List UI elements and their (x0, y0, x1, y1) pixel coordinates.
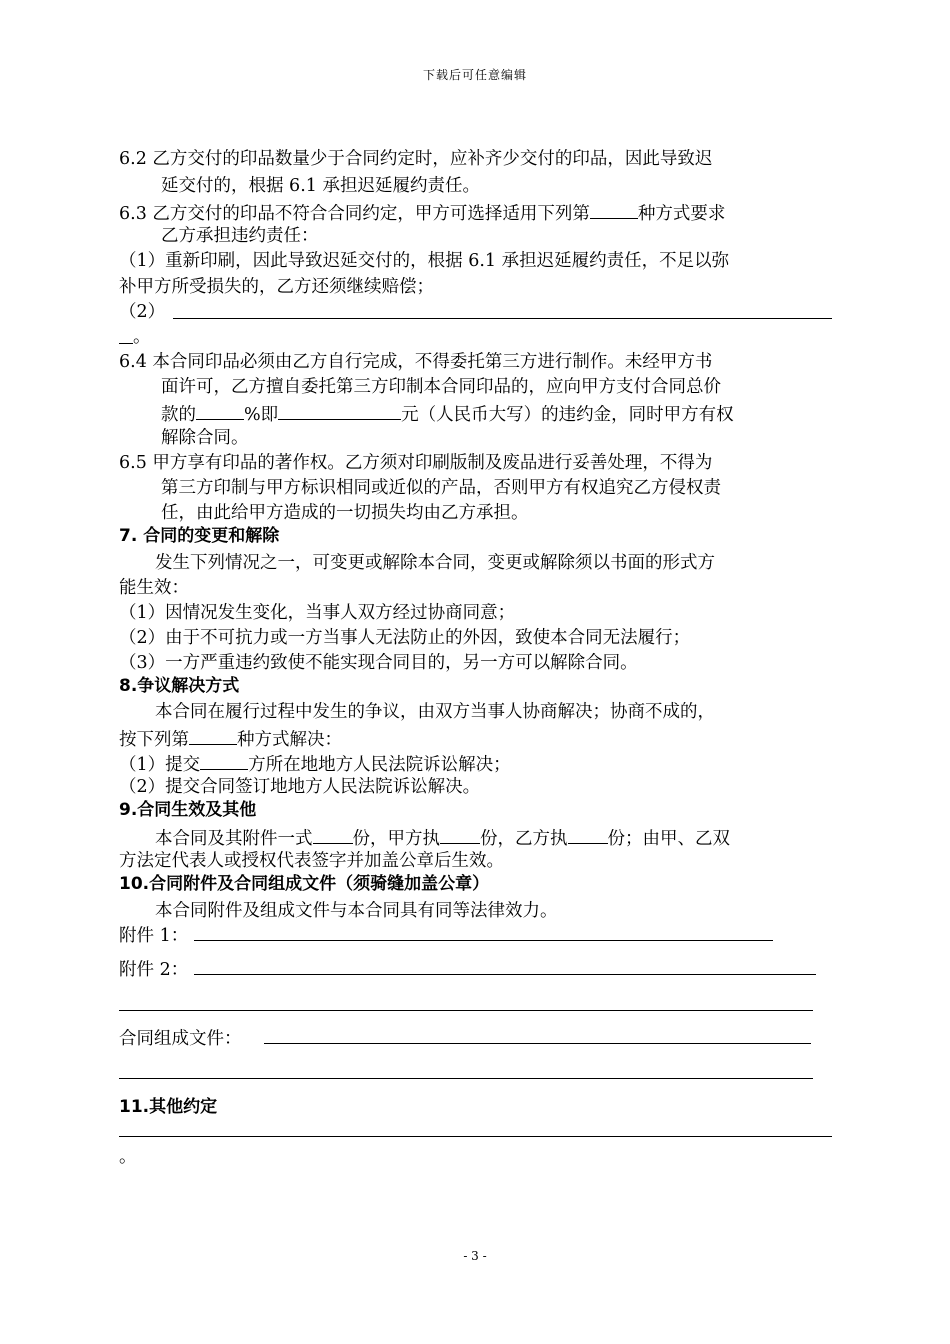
clause-6-4-text-b: %即 (244, 405, 279, 425)
remedy-option-2-blank-cont[interactable] (119, 343, 133, 344)
clause-6-3-line-2: 乙方承担违约责任： (161, 226, 319, 246)
remedy-option-2-end: 。 (133, 327, 151, 347)
attachment-2-blank-cont[interactable] (119, 1010, 813, 1011)
attachment-2-label: 附件 2： (119, 960, 189, 980)
section-9-text-c: 份，乙方执 (480, 829, 568, 849)
clause-6-5-line-2: 第三方印制与甲方标识相同或近似的产品，否则甲方有权追究乙方侵权责 (161, 478, 721, 498)
copies-total-blank[interactable] (313, 825, 353, 844)
section-8-text-a: 按下列第 (119, 730, 189, 750)
clause-6-4-line-3 (161, 401, 734, 426)
section-10-title: 10.合同附件及合同组成文件（须骑缝加盖公章） (119, 874, 490, 894)
clause-6-4-text-a: 款的 (161, 405, 196, 425)
remedy-option-1-line-2: 补甲方所受损失的，乙方还须继续赔偿； (119, 277, 434, 297)
section-7-item-3: （3）一方严重违约致使不能实现合同目的，另一方可以解除合同。 (119, 653, 638, 673)
composition-docs-blank[interactable] (264, 1043, 811, 1044)
page-number: - 3 - (463, 1249, 487, 1263)
court-party-blank[interactable] (200, 751, 248, 770)
section-9-text-b: 份，甲方执 (352, 829, 440, 849)
other-terms-blank[interactable] (119, 1136, 832, 1137)
attachment-2-blank[interactable] (194, 974, 816, 975)
remedy-option-1-line-1: （1）重新印刷，因此导致迟延交付的，根据 6.1 承担迟延履约责任，不足以弥 (119, 251, 730, 271)
section-9-para-line-1 (155, 825, 730, 850)
section-8-item-1-text-b: 方所在地地方人民法院诉讼解决； (248, 755, 511, 775)
composition-docs-label: 合同组成文件： (119, 1029, 242, 1049)
section-8-para-line-2 (119, 726, 342, 751)
copies-party-b-blank[interactable] (568, 825, 608, 844)
clause-6-3-line-1 (119, 200, 725, 225)
section-7-title: 7. 合同的变更和解除 (119, 526, 280, 546)
section-7-item-2: （2）由于不可抗力或一方当事人无法防止的外因，致使本合同无法履行； (119, 628, 691, 648)
section-8-item-1-text-a: （1）提交 (119, 755, 201, 775)
section-9-text-a: 本合同及其附件一式 (155, 829, 313, 849)
section-10-para: 本合同附件及组成文件与本合同具有同等法律效力。 (155, 901, 558, 921)
section-8-text-b: 种方式解决： (237, 730, 342, 750)
page-header: 下载后可任意编辑 (422, 68, 527, 82)
clause-6-3-text-a: 6.3 乙方交付的印品不符合合同约定，甲方可选择适用下列第 (119, 204, 590, 224)
penalty-percent-blank[interactable] (196, 401, 244, 420)
clause-6-4-line-2: 面许可，乙方擅自委托第三方印制本合同印品的，应向甲方支付合同总价 (161, 377, 721, 397)
remedy-option-2-label: （2） (119, 302, 166, 322)
clause-6-4-line-4: 解除合同。 (161, 428, 249, 448)
section-9-title: 9.合同生效及其他 (119, 800, 257, 820)
section-9-para-line-2: 方法定代表人或授权代表签字并加盖公章后生效。 (119, 851, 504, 871)
attachment-1-label: 附件 1： (119, 926, 189, 946)
remedy-option-blank[interactable] (590, 200, 638, 219)
remedy-option-2-blank[interactable] (173, 318, 832, 319)
clause-6-5-line-1: 6.5 甲方享有印品的著作权。乙方须对印刷版制及废品进行妥善处理，不得为 (119, 453, 713, 473)
section-7-item-1: （1）因情况发生变化，当事人双方经过协商同意； (119, 603, 516, 623)
section-8-item-1 (119, 751, 511, 776)
dispute-option-blank[interactable] (189, 726, 237, 745)
clause-6-5-line-3: 任，由此给甲方造成的一切损失均由乙方承担。 (161, 503, 529, 523)
section-8-title: 8.争议解决方式 (119, 676, 240, 696)
clause-6-4-text-c: 元（人民币大写）的违约金，同时甲方有权 (401, 405, 734, 425)
attachment-1-blank[interactable] (194, 940, 773, 941)
composition-docs-blank-cont[interactable] (119, 1078, 813, 1079)
section-8-para-line-1: 本合同在履行过程中发生的争议，由双方当事人协商解决；协商不成的， (155, 702, 715, 722)
penalty-amount-blank[interactable] (278, 401, 401, 420)
other-terms-end: 。 (119, 1147, 137, 1167)
section-8-item-2: （2）提交合同签订地地方人民法院诉讼解决。 (119, 777, 481, 797)
section-9-text-d: 份；由甲、乙双 (607, 829, 730, 849)
section-7-para-line-2: 能生效： (119, 578, 189, 598)
clause-6-4-line-1: 6.4 本合同印品必须由乙方自行完成，不得委托第三方进行制作。未经甲方书 (119, 352, 713, 372)
copies-party-a-blank[interactable] (440, 825, 480, 844)
clause-6-3-text-b: 种方式要求 (637, 204, 726, 224)
section-11-title: 11.其他约定 (119, 1097, 218, 1117)
section-7-para-line-1: 发生下列情况之一，可变更或解除本合同，变更或解除须以书面的形式方 (155, 553, 715, 573)
clause-6-2-line-1: 6.2 乙方交付的印品数量少于合同约定时，应补齐少交付的印品，因此导致迟 (119, 149, 713, 169)
clause-6-2-line-2: 延交付的，根据 6.1 承担迟延履约责任。 (161, 176, 480, 196)
